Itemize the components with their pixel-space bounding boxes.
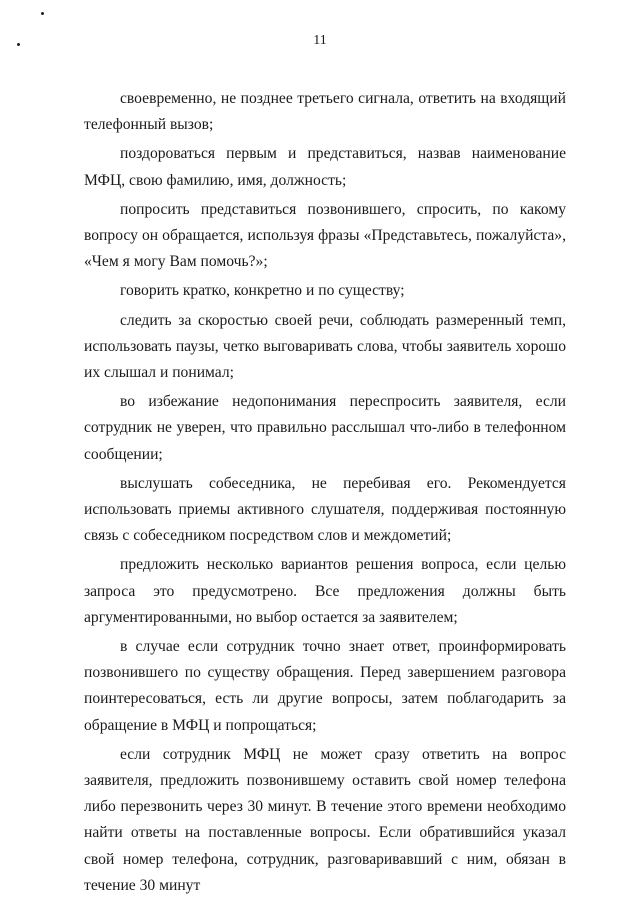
body-text [84,86,566,902]
scan-mark-top [41,12,44,15]
paragraph: говорить кратко, конкретно и по существу; [120,282,405,300]
paragraph: своевременно, не позднее третьего сигнала, ответить на входящий телефонный вызов; [84,90,566,134]
page-number: 11 [313,33,327,48]
paragraph: выслушать собеседника, не перебивая его. Рекомендуется использовать приемы активного слушателя, поддерживая постоянную связь с собеседником посредством слов и междометий; [84,474,566,545]
paragraph: следить за скоростью своей речи, соблюдать размеренный темп, использовать паузы, четко выговаривать слова, чтобы заявитель хорошо их слышал и понимал; [84,311,566,382]
paragraph: поздороваться первым и представиться, назвав наименование МФЦ, свою фамилию, имя, должность; [84,145,566,189]
paragraph: предложить несколько вариантов решения вопроса, если целью запроса это предусмотрено. Все предложения должны быть аргументированными, но выбор остается за заявителем; [84,556,566,626]
paragraph: в случае если сотрудник точно знает ответ, проинформировать позвонившего по существу обращения. Перед завершением разговора поинтересоваться, есть ли другие вопросы, затем поблагодарить за обращение в МФЦ и попрощаться; [84,638,566,734]
paragraph: если сотрудник МФЦ не может сразу ответить на вопрос заявителя, предложить позвонившему оставить свой номер телефона либо перезвонить через 30 минут. В течение этого времени необходимо найти ответы на поставленные вопросы. Если обратившийся указал свой номер телефона, сотрудник, разговаривавший с ним, обязан в течение 30 минут [84,745,566,894]
paragraph: попросить представиться позвонившего, спросить, по какому вопросу он обращается, используя фразы «Представьтесь, пожалуйста», «Чем я могу Вам помочь?»; [84,200,566,271]
paragraph: во избежание недопонимания переспросить заявителя, если сотрудник не уверен, что правильно расслышал что-либо в телефонном сообщении; [84,393,566,463]
